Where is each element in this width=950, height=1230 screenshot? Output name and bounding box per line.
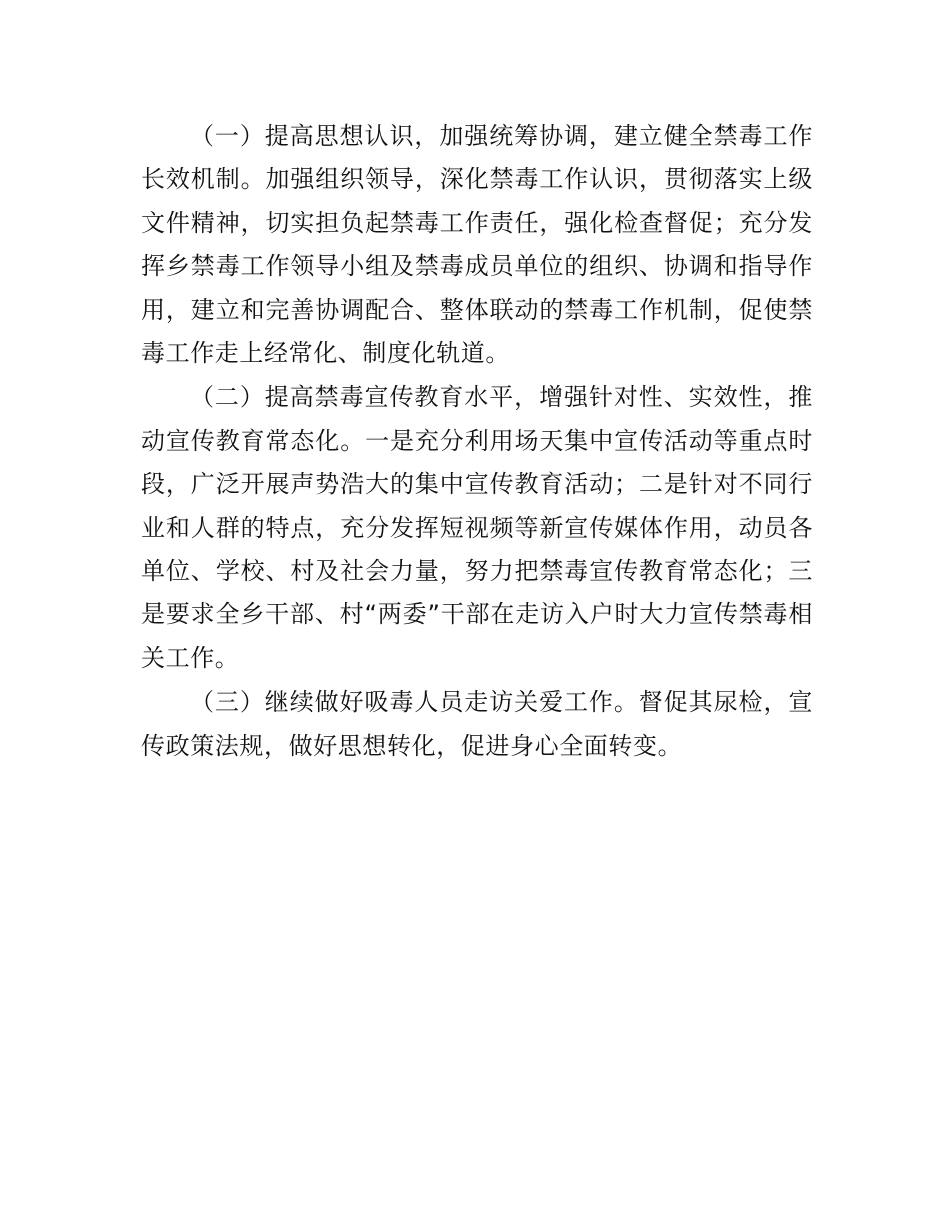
paragraph-2: （二）提高禁毒宣传教育水平，增强针对性、实效性，推动宣传教育常态化。一是充分利用场天集中宣传活动等重点时段，广泛开展声势浩大的集中宣传教育活动；二是针对不同行业和人群的特点，充分发挥短视频等新宣传媒体作用，动员各单位、学校、村及社会力量，努力把禁毒宣传教育常态化；三是要求全乡干部、村“两委”干部在走访入户时大力宣传禁毒相关工作。	[141, 383, 813, 672]
paragraph-3: （三）继续做好吸毒人员走访关爱工作。督促其尿检，宣传政策法规，做好思想转化，促进身心全面转变。	[141, 688, 813, 760]
document-body	[141, 115, 813, 769]
paragraph-1: （一）提高思想认识，加强统筹协调，建立健全禁毒工作长效机制。加强组织领导，深化禁毒工作认识，贯彻落实上级文件精神，切实担负起禁毒工作责任，强化检查督促；充分发挥乡禁毒工作领导小组及禁毒成员单位的组织、协调和指导作用，建立和完善协调配合、整体联动的禁毒工作机制，促使禁毒工作走上经常化、制度化轨道。	[141, 122, 813, 368]
